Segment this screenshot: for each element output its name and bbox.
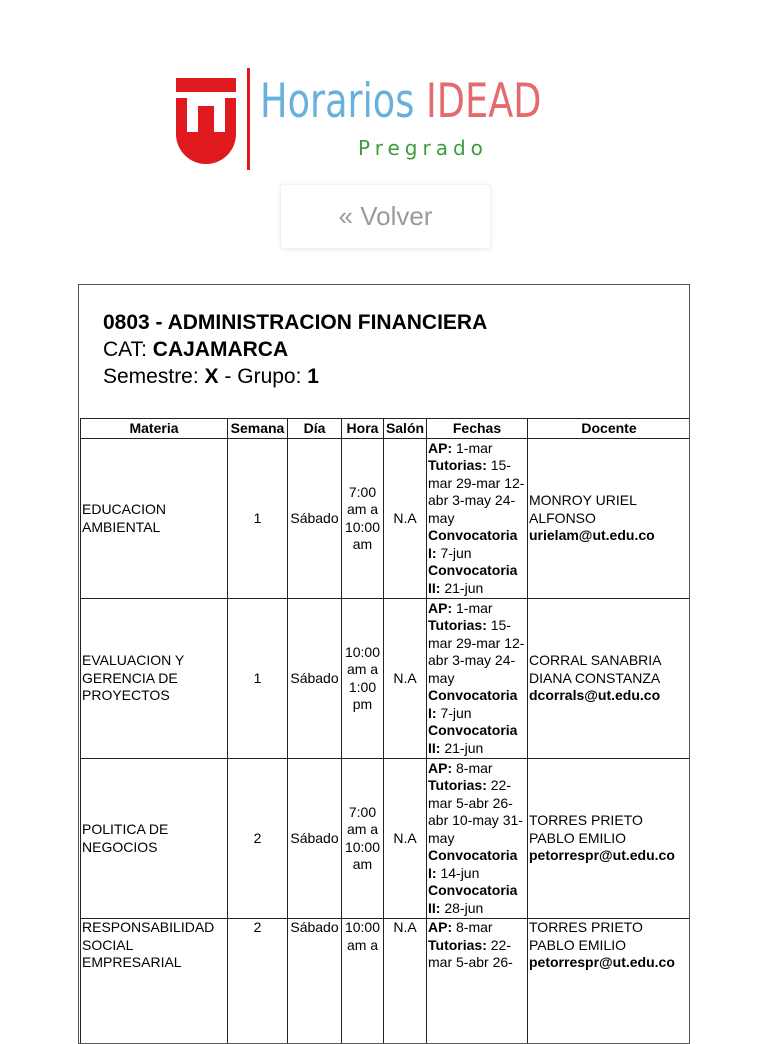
- cell-semana: 2: [228, 919, 288, 1044]
- cell-semana: 2: [228, 759, 288, 919]
- ap-date: 1-mar: [456, 600, 493, 616]
- cell-dia: Sábado: [288, 439, 342, 599]
- program-title: 0803 - ADMINISTRACION FINANCIERA: [103, 309, 487, 336]
- cell-salon: N.A: [384, 919, 427, 1044]
- cell-fechas: [427, 439, 528, 599]
- convocatoria-2-label: Convocatoria II:: [428, 562, 517, 596]
- header-dia: Día: [288, 419, 342, 439]
- tutorias-label: Tutorias:: [428, 617, 487, 633]
- tutorias-dates: 22-mar 5-abr 26-: [428, 937, 513, 971]
- cell-dia: Sábado: [288, 919, 342, 1044]
- docente-email: petorrespr@ut.edu.co: [529, 847, 675, 863]
- header-salon: Salón: [384, 419, 427, 439]
- cell-materia: EVALUACION Y GERENCIA DE PROYECTOS: [81, 599, 228, 759]
- cell-salon: N.A: [384, 759, 427, 919]
- cell-docente: [528, 599, 691, 759]
- tutorias-label: Tutorias:: [428, 937, 487, 953]
- header-fechas: Fechas: [427, 419, 528, 439]
- ap-label: AP:: [428, 919, 452, 935]
- cell-dia: Sábado: [288, 759, 342, 919]
- cell-semana: 1: [228, 599, 288, 759]
- table-row: [81, 919, 691, 1044]
- table-header-row: [81, 419, 691, 439]
- tutorias-dates: 22-mar 5-abr 26-abr 10-may 31-may: [428, 777, 523, 846]
- tutorias-label: Tutorias:: [428, 457, 487, 473]
- cell-semana: 1: [228, 439, 288, 599]
- cell-materia: EDUCACION AMBIENTAL: [81, 439, 228, 599]
- ut-logo-icon: [176, 78, 236, 164]
- docente-name: CORRAL SANABRIA DIANA CONSTANZA: [529, 652, 661, 686]
- convocatoria-1-date: 7-jun: [440, 705, 471, 721]
- docente-email: dcorrals@ut.edu.co: [529, 687, 660, 703]
- convocatoria-1-date: 14-jun: [440, 865, 479, 881]
- cat-value: CAJAMARCA: [153, 338, 288, 361]
- cell-hora: 10:00 am a 1:00 pm: [342, 599, 384, 759]
- schedule-card: [78, 284, 690, 1044]
- grupo-value: 1: [307, 365, 319, 388]
- convocatoria-1-label: Convocatoria I:: [428, 527, 517, 561]
- logo-title: [260, 72, 542, 132]
- cell-salon: N.A: [384, 599, 427, 759]
- cell-hora: 10:00 am a: [342, 919, 384, 1044]
- semestre-value: X: [205, 365, 219, 388]
- cell-fechas: [427, 919, 528, 1044]
- cell-materia: RESPONSABILIDAD SOCIAL EMPRESARIAL: [81, 919, 228, 1044]
- logo-title-idead: IDEAD: [426, 74, 542, 129]
- convocatoria-1-label: Convocatoria I:: [428, 687, 517, 721]
- cell-hora: 7:00 am a 10:00 am: [342, 759, 384, 919]
- ap-date: 1-mar: [456, 440, 493, 456]
- convocatoria-2-date: 28-jun: [444, 900, 483, 916]
- cat-label: CAT:: [103, 338, 147, 361]
- ap-label: AP:: [428, 760, 452, 776]
- grupo-label: Grupo:: [237, 365, 301, 388]
- convocatoria-1-label: Convocatoria I:: [428, 847, 517, 881]
- logo-title-horarios: Horarios: [260, 74, 414, 129]
- docente-email: urielam@ut.edu.co: [529, 527, 655, 543]
- ap-date: 8-mar: [456, 760, 493, 776]
- table-row: [81, 439, 691, 599]
- cell-materia: POLITICA DE NEGOCIOS: [81, 759, 228, 919]
- convocatoria-1-date: 7-jun: [440, 545, 471, 561]
- cell-docente: [528, 919, 691, 1044]
- cell-hora: 7:00 am a 10:00 am: [342, 439, 384, 599]
- header-semana: Semana: [228, 419, 288, 439]
- cell-fechas: [427, 759, 528, 919]
- cell-fechas: [427, 599, 528, 759]
- table-row: [81, 599, 691, 759]
- header-materia: Materia: [81, 419, 228, 439]
- logo-divider: [247, 68, 250, 170]
- convocatoria-2-label: Convocatoria II:: [428, 882, 517, 916]
- header-hora: Hora: [342, 419, 384, 439]
- back-button[interactable]: « Volver: [280, 184, 491, 249]
- convocatoria-2-date: 21-jun: [444, 580, 483, 596]
- tutorias-label: Tutorias:: [428, 777, 487, 793]
- docente-name: TORRES PRIETO PABLO EMILIO: [529, 919, 643, 953]
- tutorias-dates: 15-mar 29-mar 12-abr 3-may 24-may: [428, 617, 524, 686]
- ap-label: AP:: [428, 440, 452, 456]
- cell-docente: [528, 759, 691, 919]
- program-cat: [103, 336, 487, 363]
- docente-email: petorrespr@ut.edu.co: [529, 954, 675, 970]
- schedule-table: [80, 418, 690, 1044]
- program-semestre-grupo: [103, 363, 487, 390]
- tutorias-dates: 15-mar 29-mar 12-abr 3-may 24-may: [428, 457, 524, 526]
- logo-subtitle: Pregrado: [358, 136, 488, 160]
- cell-docente: [528, 439, 691, 599]
- ap-date: 8-mar: [456, 919, 493, 935]
- cell-dia: Sábado: [288, 599, 342, 759]
- table-row: [81, 759, 691, 919]
- separator: -: [224, 365, 231, 388]
- docente-name: MONROY URIEL ALFONSO: [529, 492, 636, 526]
- semestre-label: Semestre:: [103, 365, 199, 388]
- program-heading: [103, 309, 487, 390]
- convocatoria-2-date: 21-jun: [444, 740, 483, 756]
- cell-salon: N.A: [384, 439, 427, 599]
- convocatoria-2-label: Convocatoria II:: [428, 722, 517, 756]
- ap-label: AP:: [428, 600, 452, 616]
- docente-name: TORRES PRIETO PABLO EMILIO: [529, 812, 643, 846]
- header-docente: Docente: [528, 419, 691, 439]
